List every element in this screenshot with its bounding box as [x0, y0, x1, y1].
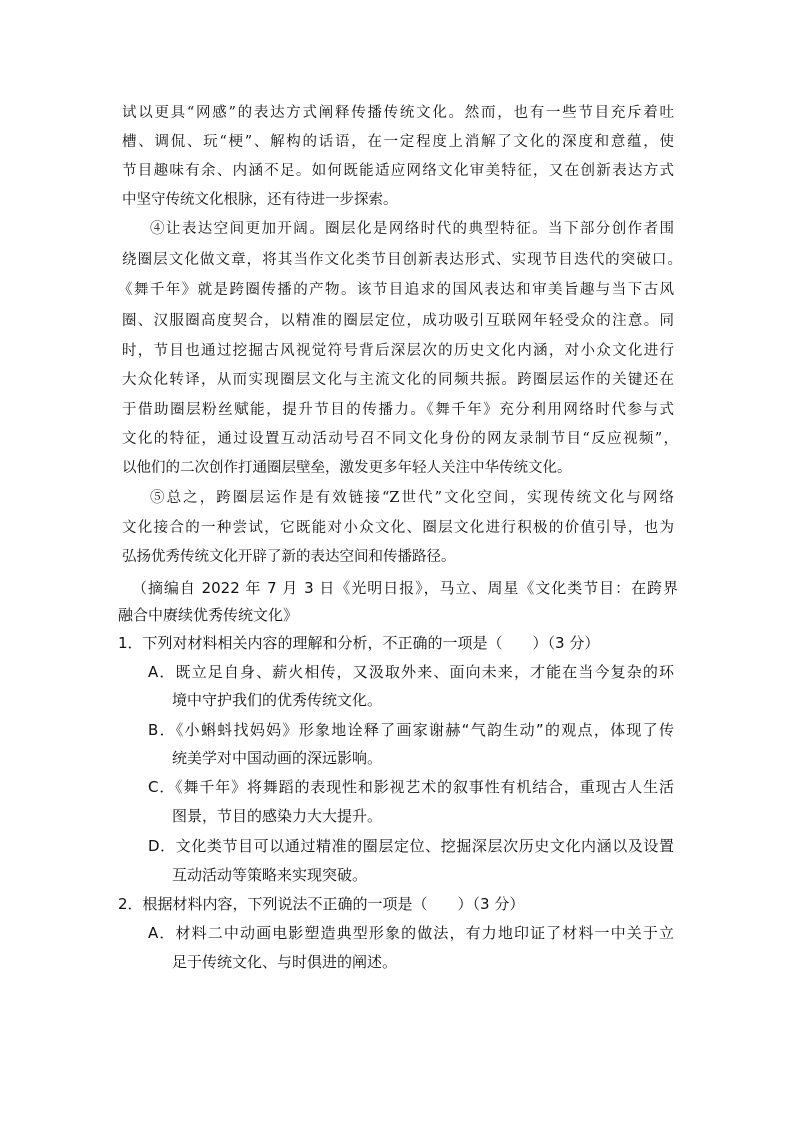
passage-para3-line-2: 槽、调侃、玩“梗”、解构的话语，在一定程度上消解了文化的深度和意蕴，使 — [122, 134, 674, 150]
source-citation-line-2: 融合中赓续优秀传统文化》 — [118, 606, 299, 624]
passage-para4-line-4: 圈、汉服圈高度契合，以精准的圈层定位，成功吸引互联网年轻受众的注意。同 — [122, 313, 674, 329]
passage-para5-line-2: 文化接合的一种尝试，它既能对小众文化、圈层文化进行积极的价值引导，也为 — [122, 520, 674, 536]
passage-para4-line-2: 绕圈层文化做文章，将其当作文化类节目创新表达形式、实现节目迭代的突破口。 — [122, 252, 682, 268]
question-1-option-c-line-1: C．《舞千年》将舞蹈的表现性和影视艺术的叙事性有机结合，重现古人生活 — [148, 778, 674, 796]
passage-para4-line-6: 大众化转译，从而实现圈层文化与主流文化的同频共振。跨圈层运作的关键还在 — [122, 372, 674, 388]
passage-para3-line-4: 中坚守传统文化根脉，还有待进一步探索。 — [122, 192, 398, 208]
question-1-stem: 1．下列对材料相关内容的理解和分析，不正确的一项是（ ）（3 分） — [118, 634, 600, 652]
passage-para4-line-9: 以他们的二次创作打通圈层壁垒，激发更多年轻人关注中华传统文化。 — [122, 460, 572, 476]
question-2-option-a-line-2: 足于传统文化、与时俱进的阐述。 — [172, 953, 398, 971]
question-1-option-b-line-1: B．《小蝌蚪找妈妈》形象地诠释了画家谢赫“气韵生动”的观点，体现了传 — [148, 721, 674, 739]
passage-para4-line-3: 《舞千年》就是跨圈传播的产物。该节目追求的国风表达和审美旨趣与当下古风 — [118, 282, 674, 298]
passage-para3-line-1: 试以更具“网感”的表达方式阐释传播传统文化。然而，也有一些节目充斥着吐 — [122, 105, 674, 121]
source-citation-line-1: （摘编自 2022 年 7 月 3 日《光明日报》，马立、周星《文化类节目：在跨界 — [132, 579, 678, 597]
passage-para4-line-5: 时，节目也通过挖掘古风视觉符号背后深层次的历史文化内涵，对小众文化进行 — [122, 343, 674, 359]
passage-para4-line-1: ④让表达空间更加开阔。圈层化是网络时代的典型特征。当下部分创作者围 — [150, 221, 674, 237]
passage-para5-line-1: ⑤总之，跨圈层运作是有效链接“Z世代”文化空间，实现传统文化与网络 — [150, 490, 674, 506]
question-1-option-c-line-2: 图景，节目的感染力大大提升。 — [172, 807, 383, 825]
question-1-option-d-line-2: 互动活动等策略来实现突破。 — [172, 866, 368, 884]
question-2-option-a-line-1: A．材料二中动画电影塑造典型形象的做法，有力地印证了材料一中关于立 — [148, 924, 674, 942]
question-2-stem: 2．根据材料内容，下列说法不正确的一项是（ ）（3 分） — [118, 895, 525, 913]
question-1-option-a-line-2: 境中守护我们的优秀传统文化。 — [172, 691, 383, 709]
passage-para3-line-3: 节目趣味有余、内涵不足。如何既能适应网络文化审美特征，又在创新表达方式 — [122, 163, 674, 179]
question-1-option-a-line-1: A．既立足自身、薪火相传，又汲取外来、面向未来，才能在当今复杂的环 — [148, 663, 674, 681]
passage-para4-line-8: 文化的特征，通过设置互动活动号召不同文化身份的网友录制节目“反应视频”， — [122, 431, 678, 447]
passage-para4-line-7: 于借助圈层粉丝赋能，提升节目的传播力。《舞千年》充分利用网络时代参与式 — [122, 402, 674, 418]
question-1-option-d-line-1: D．文化类节目可以通过精准的圈层定位、挖掘深层次历史文化内涵以及设置 — [148, 837, 674, 855]
passage-para5-line-3: 弘扬优秀传统文化开辟了新的表达空间和传播路径。 — [122, 549, 456, 565]
question-1-option-b-line-2: 统美学对中国动画的深远影响。 — [172, 749, 383, 767]
